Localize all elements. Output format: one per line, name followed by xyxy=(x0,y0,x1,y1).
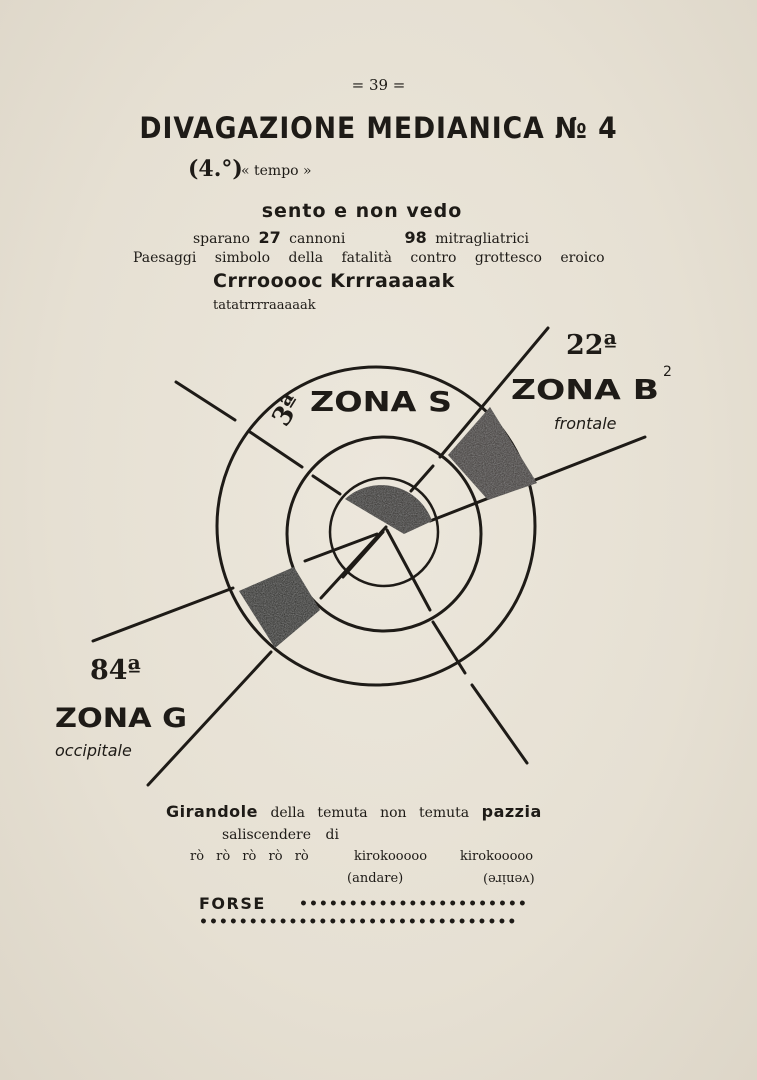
ray-bottom-right xyxy=(433,622,465,673)
kiro-right: kirokooooo xyxy=(460,849,534,864)
andare-label: (andare) xyxy=(347,871,404,886)
page-title: DIVAGAZIONE MEDIANICA № 4 xyxy=(139,111,618,145)
number-27: 27 xyxy=(258,228,281,247)
dots-line-2: •••••••••••••••••••••••••••••••• xyxy=(199,914,518,930)
paesaggi-line: Paesaggi simbolo della fatalità contro grottesco eroico xyxy=(133,250,605,266)
zona-b-exponent: 2 xyxy=(663,364,672,380)
zona-b-number: 22ª xyxy=(566,330,617,361)
zona-g-label: ZONA G xyxy=(55,703,187,734)
axis-long-left xyxy=(93,588,233,641)
mitragliatrici-word: mitragliatrici xyxy=(435,231,529,247)
diag-inner-tr xyxy=(411,466,433,491)
pazzia-word: pazzia xyxy=(481,802,542,821)
number-98: 98 xyxy=(404,228,427,247)
zona-b-sub: frontale xyxy=(554,414,617,433)
temuta-phrase: della temuta non temuta xyxy=(270,805,470,821)
shaded-sector-right xyxy=(448,407,537,500)
sparano-word: sparano xyxy=(193,231,250,247)
forse-word: FORSE xyxy=(199,894,266,913)
tempo-number: (4.°) xyxy=(188,156,243,182)
diag-top-left-outer xyxy=(176,382,235,420)
zona-s-number: 3ª xyxy=(266,389,309,432)
girandole-line xyxy=(166,802,542,821)
page-number: = 39 = xyxy=(351,76,406,94)
girandole-word: Girandole xyxy=(166,802,258,821)
middle-circle xyxy=(287,437,481,631)
dots-line-1: ••••••••••••••••••••••• xyxy=(299,896,528,912)
zona-s-label: ZONA S xyxy=(310,385,452,418)
sento-heading: sento e non vedo xyxy=(261,200,463,222)
saliscendere-line: saliscendere di xyxy=(222,827,339,843)
shaded-sector-left xyxy=(239,567,320,648)
kiro-left: kirokooooo xyxy=(354,849,428,864)
diag-top-left-inner xyxy=(313,476,340,494)
ray-bottom-far xyxy=(472,685,527,763)
tempo-label: « tempo » xyxy=(241,163,312,179)
zona-b-label: ZONA B xyxy=(511,373,659,406)
venire-label-upside-down: (venire) xyxy=(483,871,535,886)
zona-g-sub: occipitale xyxy=(55,741,132,760)
onomatopoeia-line: Crrrooooc Krrraaaaak xyxy=(213,270,455,292)
cannoni-word: cannoni xyxy=(289,231,346,247)
diag-top-left-mid xyxy=(250,432,302,467)
zona-g-number: 84ª xyxy=(90,655,141,686)
ro-line: rò rò rò rò rò xyxy=(190,849,309,864)
tatat-line: tatatrrrraaaaak xyxy=(213,298,316,313)
